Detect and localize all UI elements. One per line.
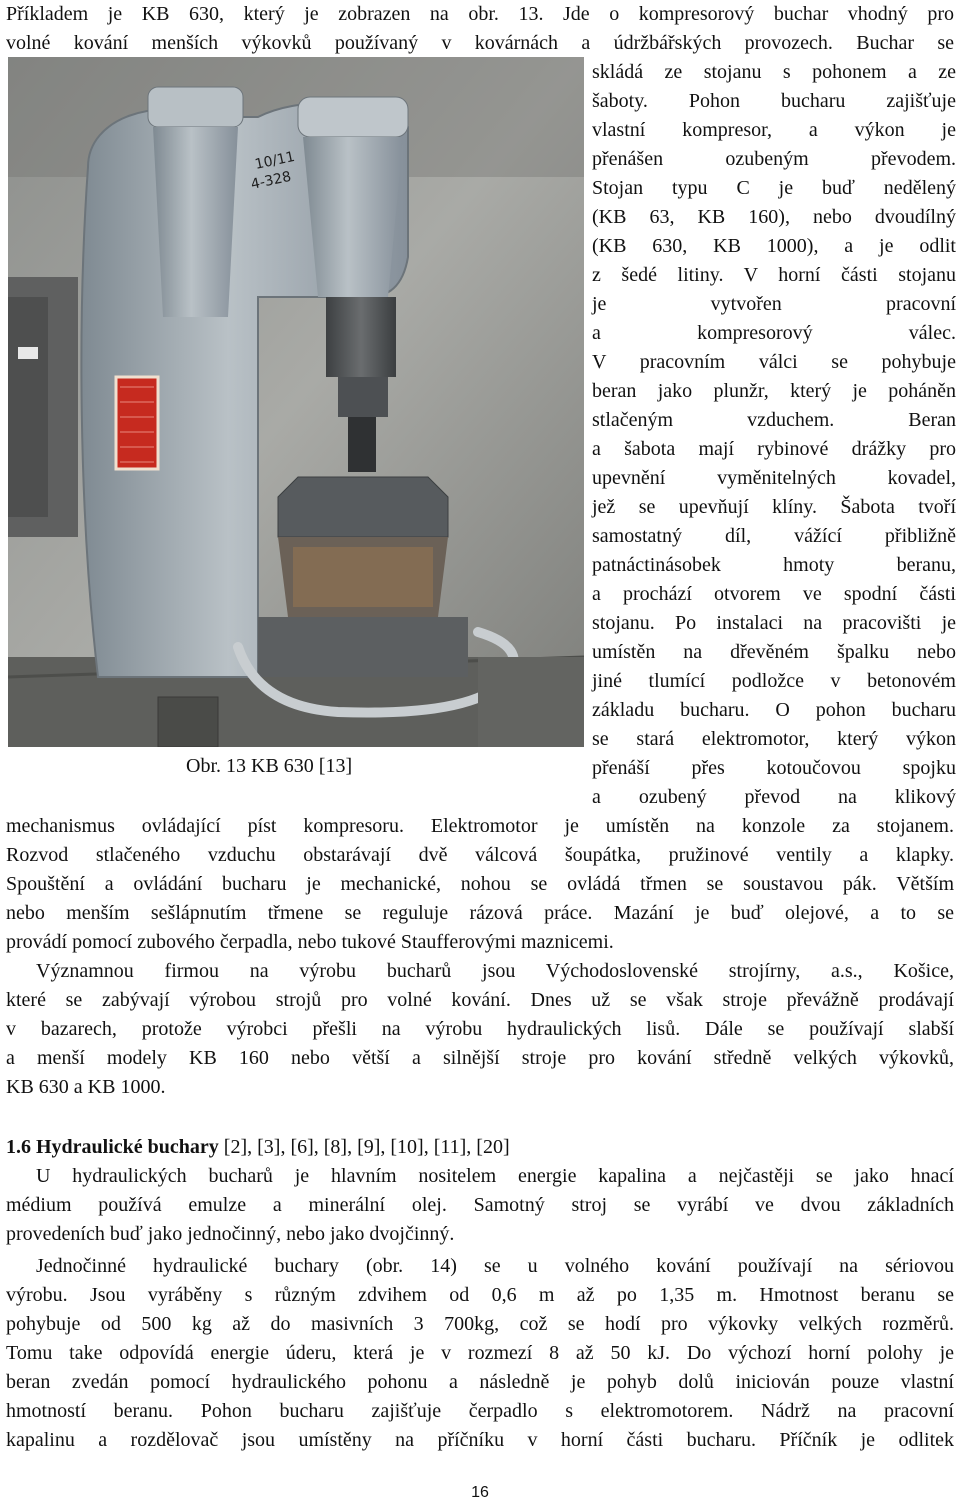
wrap-line-13: stlačeným vzduchem. Beran <box>592 409 956 431</box>
wrap-line-15: upevnění vyměnitelných kovadel, <box>592 467 956 489</box>
wrap-line-4: přenášen ozubeným převodem. <box>592 148 956 170</box>
section-number: 1.6 <box>6 1136 31 1158</box>
para2-line-4: a menší modely KB 160 nebo větší a silnější stroje pro kování středně velkých výkovků, <box>6 1047 954 1069</box>
wrap-line-6: (KB 63, KB 160), nebo dvoudílný <box>592 206 956 228</box>
para3-line-3: provedeních buď jako jednočinný, nebo jako dvojčinný. <box>6 1223 455 1245</box>
para1-line-2: Rozvod stlačeného vzduchu obstarávají dvě válcová šoupátka, pružinové ventily a klapky. <box>6 844 954 866</box>
para4-line-3: pohybuje od 500 kg až do masivních 3 700kg, což se hodí pro výkovky velkých rozměrů. <box>6 1313 954 1335</box>
wrap-line-7: (KB 630, KB 1000), a je odlit <box>592 235 956 257</box>
wrap-line-21: umístěn na dřevěném špalku nebo <box>592 641 956 663</box>
para3-line-1: U hydraulických bucharů je hlavním nositelem energie kapalina a nejčastěji se jako hnací <box>36 1165 954 1187</box>
wrap-line-9: je vytvořen pracovní <box>592 293 956 315</box>
wrap-line-20: stojanu. Po instalaci na pracovišti je <box>592 612 956 634</box>
para4-line-2: výrobu. Jsou vyráběny s různým zdvihem od 0,6 m až po 1,35 m. Hmotnost beranu se <box>6 1284 954 1306</box>
wrap-line-12: beran jako plunžr, který je poháněn <box>592 380 956 402</box>
intro-line-1: Příkladem je KB 630, který je zobrazen na obr. 13. Jde o kompresorový buchar vhodný pro <box>6 3 954 25</box>
wrap-line-24: se stará elektromotor, který výkon <box>592 728 956 750</box>
wrap-line-1: skládá ze stojanu s pohonem a ze <box>592 61 956 83</box>
para1-line-4: nebo menším sešlápnutím třmene se reguluje rázová práce. Mazání je buď olejové, a to se <box>6 902 954 924</box>
para4-line-6: hmotností beranu. Pohon bucharu zajišťuje čerpadlo s elektromotorem. Nádrž na pracovní <box>6 1400 954 1422</box>
section-refs: [2], [3], [6], [8], [9], [10], [11], [20] <box>223 1136 510 1158</box>
wrap-line-5: Stojan typu C je buď nedělený <box>592 177 956 199</box>
figure-caption: Obr. 13 KB 630 [13] <box>186 755 353 777</box>
para3-line-2: médium používá emulze a minerální olej. Samotný stroj se vyrábí ve dvou základních <box>6 1194 954 1216</box>
svg-text:10/11: 10/11 <box>253 148 297 173</box>
wrap-line-26: a ozubený převod na klikový <box>592 786 956 808</box>
para1-line-5: provádí pomocí zubového čerpadla, nebo tukové Staufferovými maznicemi. <box>6 931 614 953</box>
page-number: 16 <box>471 1484 489 1501</box>
wrap-line-8: z šedé litiny. V horní části stojanu <box>592 264 956 286</box>
wrap-line-18: patnáctinásobek hmoty beranu, <box>592 554 956 576</box>
para2-line-5: KB 630 a KB 1000. <box>6 1076 166 1098</box>
para4-line-7: kapalinu a rozdělovač jsou umístěny na příčníku v horní části bucharu. Příčník je odlitek <box>6 1429 954 1451</box>
svg-text:4-328: 4-328 <box>249 168 293 193</box>
wrap-line-10: a kompresorový válec. <box>592 322 956 344</box>
para4-line-5: beran zvedán pomocí hydraulického pohonu a následně je pohyb dolů iniciován pouze vlastní <box>6 1371 954 1393</box>
wrap-line-16: jež se upevňují klíny. Šabota tvoří <box>592 496 956 518</box>
figure-kb630-photo <box>8 57 584 747</box>
para1-line-3: Spouštění a ovládání bucharu je mechanické, nohou se ovládá třmen se soustavou pák. Větším <box>6 873 954 895</box>
para2-line-1: Významnou firmou na výrobu bucharů jsou Východoslovenské strojírny, a.s., Košice, <box>36 960 954 982</box>
section-title: Hydraulické buchary <box>36 1136 219 1158</box>
intro-line-2: volné kování menších výkovků používaný v kovárnách a údržbářských provozech. Buchar se <box>6 32 954 54</box>
wrap-line-11: V pracovním válci se pohybuje <box>592 351 956 373</box>
wrap-line-22: jiné tlumící podložce v betonovém <box>592 670 956 692</box>
para2-line-3: v bazarech, protože výrobci přešli na výrobu hydraulických lisů. Dále se používají slabší <box>6 1018 954 1040</box>
forging-hammer-illustration <box>8 57 584 747</box>
para2-line-2: které se zabývají výrobou strojů pro volné kování. Dnes už se však stroje převážně prodávají <box>6 989 954 1011</box>
wrap-line-19: a prochází otvorem ve spodní části <box>592 583 956 605</box>
section-heading <box>6 1133 954 1162</box>
wrap-line-25: přenáší přes kotoučovou spojku <box>592 757 956 779</box>
wrap-line-3: vlastní kompresor, a výkon je <box>592 119 956 141</box>
para4-line-1: Jednočinné hydraulické buchary (obr. 14) se u volného kování používají na sériovou <box>36 1255 954 1277</box>
wrap-line-17: samostatný díl, vážící přibližně <box>592 525 956 547</box>
wrap-line-14: a šabota mají rybinové drážky pro <box>592 438 956 460</box>
para1-line-1: mechanismus ovládající píst kompresoru. Elektromotor je umístěn na konzole za stojanem. <box>6 815 954 837</box>
wrap-line-2: šaboty. Pohon bucharu zajišťuje <box>592 90 956 112</box>
wrap-line-23: základu bucharu. O pohon bucharu <box>592 699 956 721</box>
para4-line-4: Tomu take odpovídá energie úderu, která je v rozmezí 8 až 50 kJ. Do výchozí horní polohy je <box>6 1342 954 1364</box>
